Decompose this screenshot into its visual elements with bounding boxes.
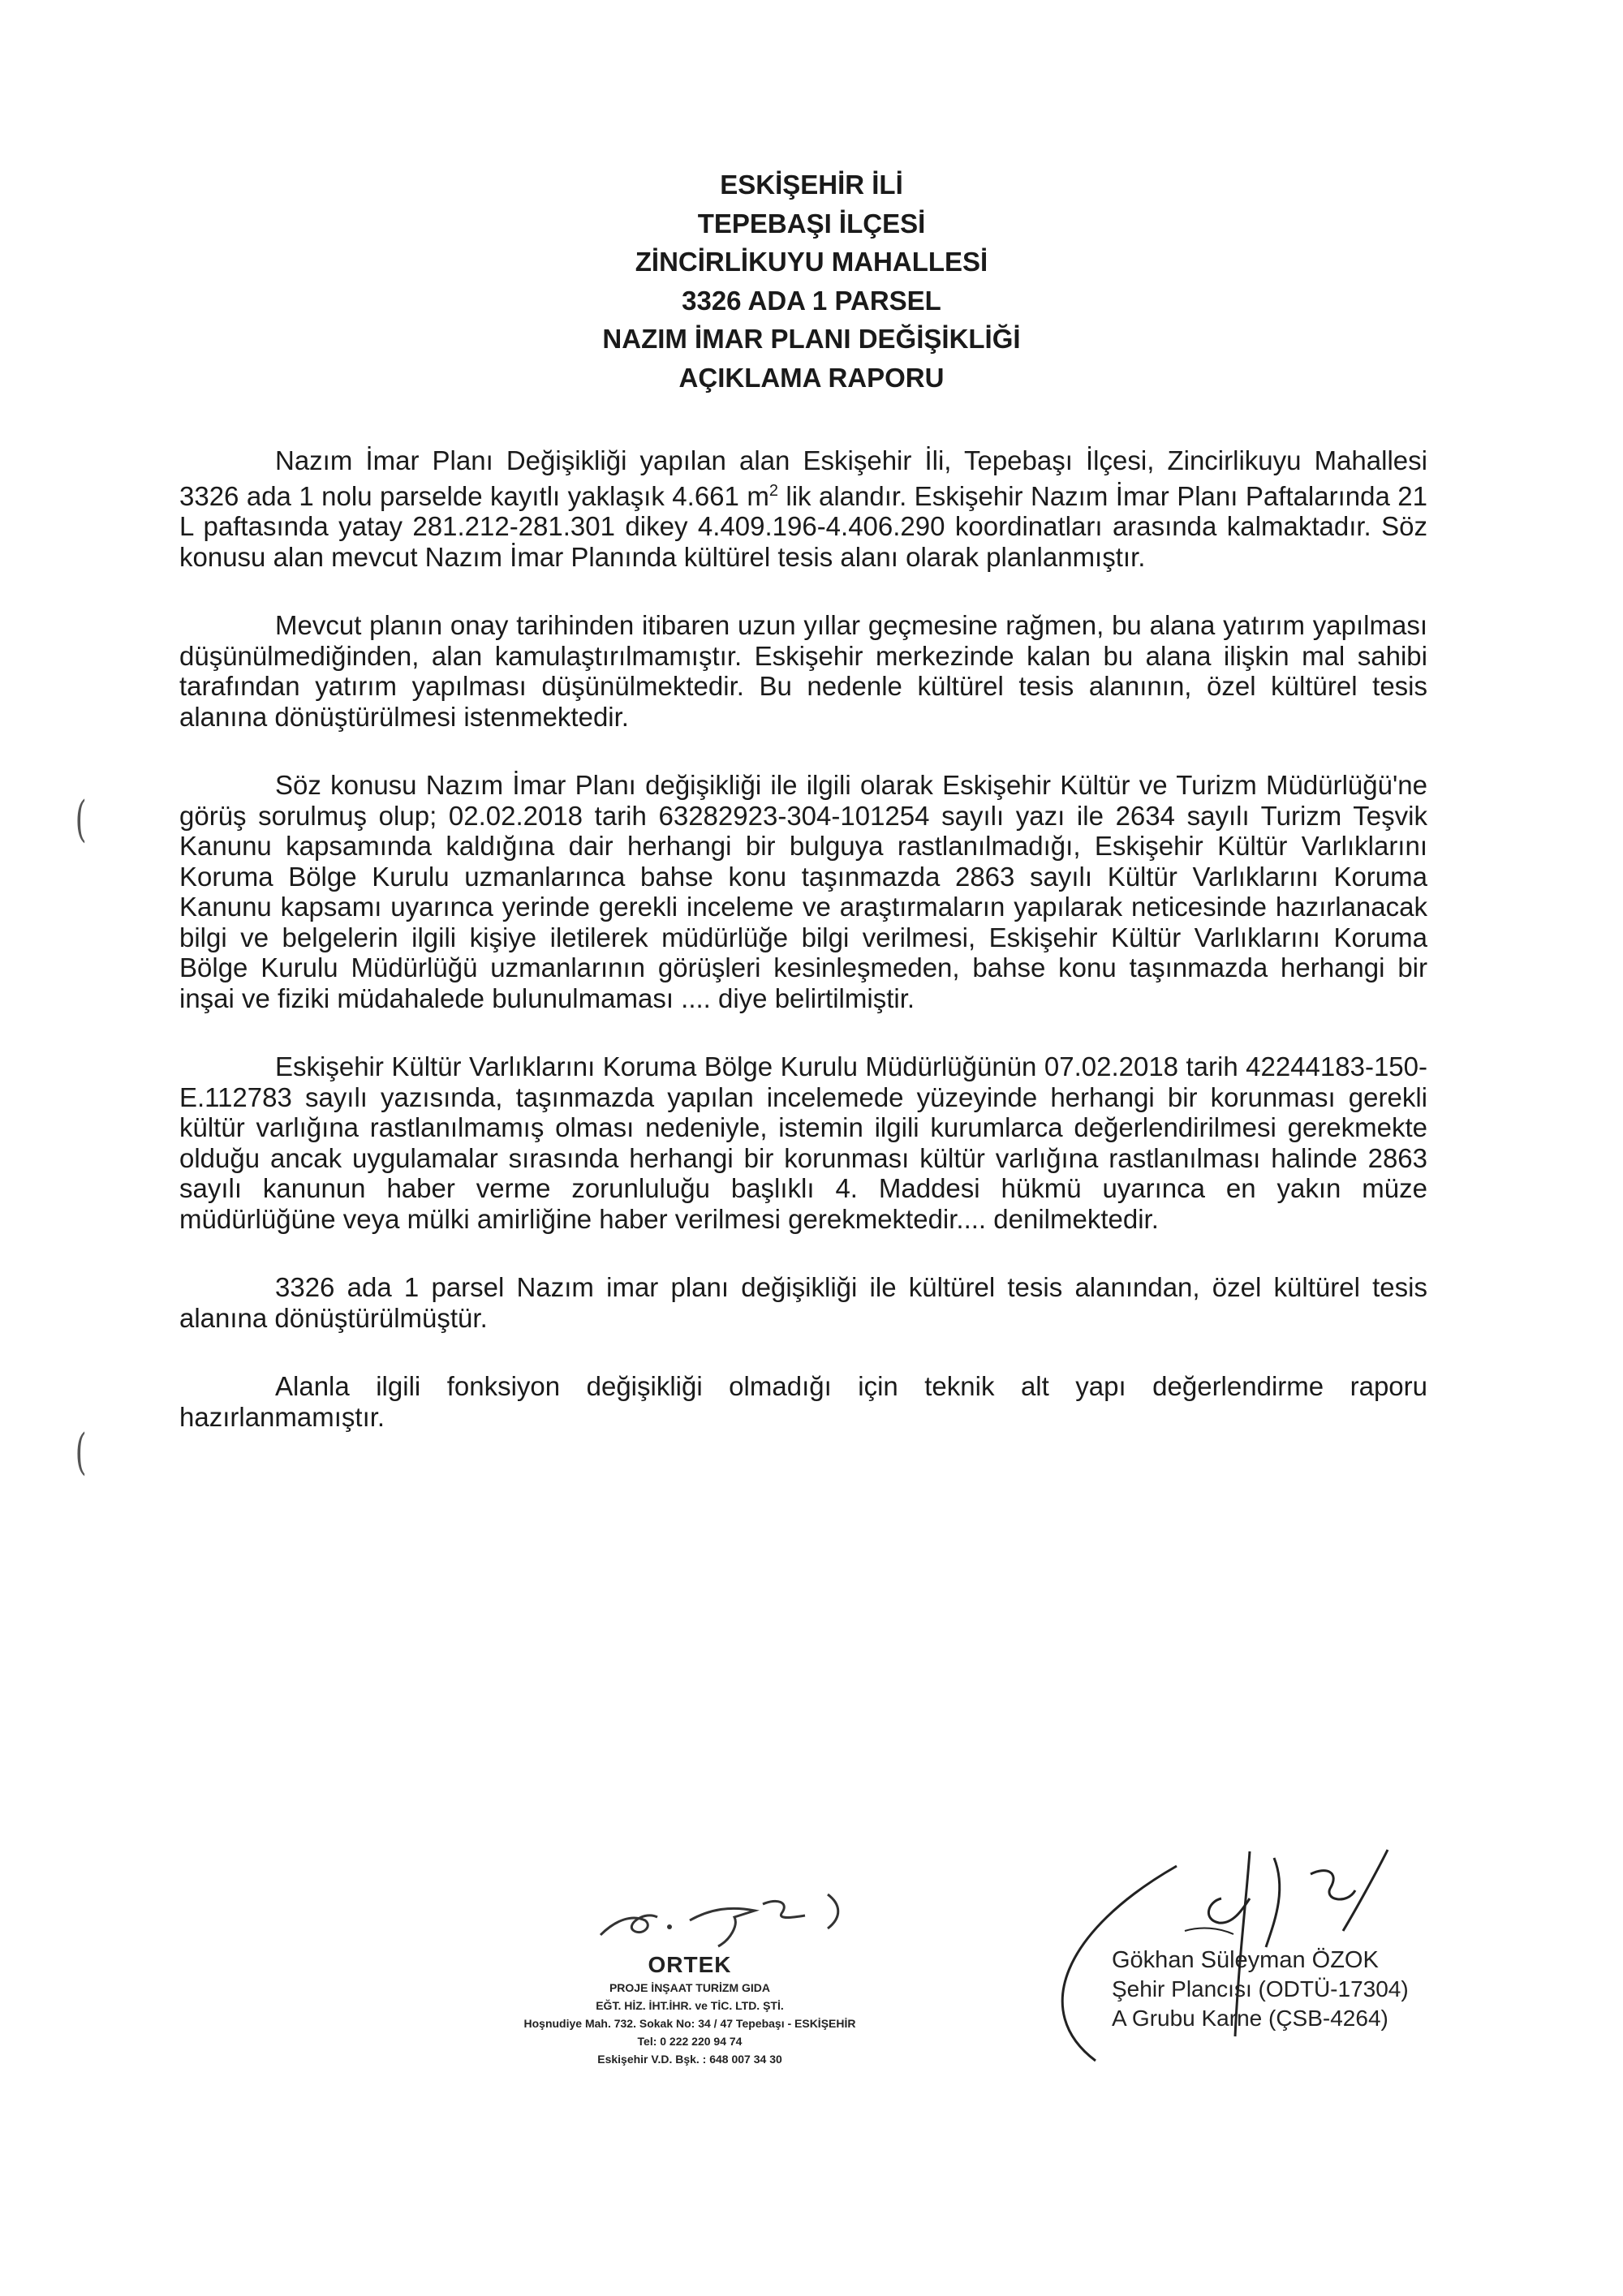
paragraph-reason: Mevcut planın onay tarihinden itibaren uzun yıllar geçmesine rağmen, bu alana yatırım yapılması düşünülmediğinden, alan kamulaştırılmamıştır. Eskişehir merkezinde kalan bu alana ilişkin mal sahibi tarafından yatırım yapılması düşünülmektedir. Bu nedenle kültürel tesis alanının, özel kültürel tesis alanına dönüştürülmesi istenmektedir. [179, 610, 1427, 732]
signer-card: A Grubu Karne (ÇSB-4264) [1112, 2006, 1388, 2031]
stamp-line-legal: EĞT. HİZ. İHT.İHR. ve TİC. LTD. ŞTİ. [596, 1999, 784, 2012]
company-stamp [479, 1870, 901, 2081]
stamp-signature-image [568, 1870, 860, 1959]
stamp-company-name: ORTEK [648, 1952, 732, 1977]
report-body [179, 445, 1427, 1432]
stamp-line-tax: Eskişehir V.D. Bşk. : 648 007 34 30 [597, 2053, 782, 2066]
punch-hole-mark-lower: ( [75, 1424, 87, 1481]
title-district: TEPEBAŞI İLÇESİ [697, 208, 926, 239]
title-parcel: 3326 ADA 1 PARSEL [682, 285, 941, 316]
planner-signature-block [1006, 1842, 1461, 2101]
paragraph-location-part1: Nazım İmar Planı Değişikliği yapılan alan Eskişehir İli, Tepebaşı İlçesi, Zincirlikuyu Mahallesi 3326 ada 1 nolu parselde kayıtlı yaklaşık 4.661 m [179, 445, 1427, 511]
signature-text [1112, 1946, 1409, 2033]
paragraph-location-part2: lik alandır. Eskişehir Nazım İmar Planı Paftalarında 21 L paftasında yatay 281.212-281.301 dikey 4.409.196-4.406.290 koordinatları arasında kalmaktadır. Söz konusu alan mevcut Nazım İmar Planında kültürel tesis alanı olarak planlanmıştır. [179, 480, 1427, 572]
area-unit-superscript: 2 [768, 481, 778, 500]
paragraph-ministry-opinion: Söz konusu Nazım İmar Planı değişikliği ile ilgili olarak Eskişehir Kültür ve Turizm Müdürlüğü'ne görüş sorulmuş olup; 02.02.2018 tarih 63282923-304-101254 sayılı yazı ile 2634 sayılı Turizm Teşvik Kanunu kapsamında kaldığına dair herhangi bir bulguya rastlanılmadığı, Eskişehir Kültür Varlıklarını Koruma Bölge Kurulu uzmanlarınca bahse konu taşınmazda 2863 sayılı Kültür Varlıklarını Koruma Kanunu kapsamı uyarınca yerinde gerekli inceleme ve araştırmaların yapılarak neticesinde hazırlanacak bilgi ve belgelerin ilgili kişiye iletilerek müdürlüğe bilgi verilmesi, Eskişehir Kültür Varlıklarını Koruma Bölge Kurulu Müdürlüğü uzmanlarının görüşleri kesinleşmeden, bahse konu taşınmazda herhangi bir inşai ve fiziki müdahalede bulunulmaması .... diye belirtilmiştir. [179, 770, 1427, 1013]
paragraph-location [179, 445, 1427, 572]
stamp-line-activity: PROJE İNŞAAT TURİZM GIDA [609, 1981, 771, 1994]
paragraph-conclusion: 3326 ada 1 parsel Nazım imar planı değişikliği ile kültürel tesis alanından, özel kültürel tesis alanına dönüştürülmüştür. [179, 1272, 1427, 1333]
report-title [0, 166, 1623, 397]
signer-name: Gökhan Süleyman ÖZOK [1112, 1947, 1379, 1973]
paragraph-board-opinion: Eskişehir Kültür Varlıklarını Koruma Bölge Kurulu Müdürlüğünün 07.02.2018 tarih 42244183-150-E.112783 sayılı yazısında, taşınmazda yapılan incelemede yüzeyinde herhangi bir korunması gerekli kültür varlığına rastlanılmamış olması nedeniyle, istemin ilgili kurumlarca değerlendirilmesi gerekmekte olduğu ancak uygulamalar sırasında herhangi bir korunması kültür varlığına rastlanılması halinde 2863 sayılı kanunun haber verme zorunluluğu başlıklı 4. Maddesi hükmü uyarınca en yakın müze müdürlüğüne veya mülki amirliğine haber verilmesi gerekmektedir.... denilmektedir. [179, 1051, 1427, 1234]
signer-title: Şehir Plancısı (ODTÜ-17304) [1112, 1976, 1409, 2001]
title-province: ESKİŞEHİR İLİ [720, 170, 903, 200]
title-report-type: AÇIKLAMA RAPORU [678, 362, 945, 393]
title-neighborhood: ZİNCİRLİKUYU MAHALLESİ [635, 247, 988, 277]
stamp-line-phone: Tel: 0 222 220 94 74 [637, 2035, 743, 2048]
title-plan-change: NAZIM İMAR PLANI DEĞİŞİKLİĞİ [602, 324, 1021, 354]
paragraph-infrastructure: Alanla ilgili fonksiyon değişikliği olmadığı için teknik alt yapı değerlendirme raporu hazırlanmamıştır. [179, 1371, 1427, 1432]
punch-hole-mark-upper: ( [75, 791, 87, 848]
stamp-text [479, 1951, 901, 2068]
stamp-line-address: Hoşnudiye Mah. 732. Sokak No: 34 / 47 Tepebaşı - ESKİŞEHİR [523, 2017, 856, 2030]
